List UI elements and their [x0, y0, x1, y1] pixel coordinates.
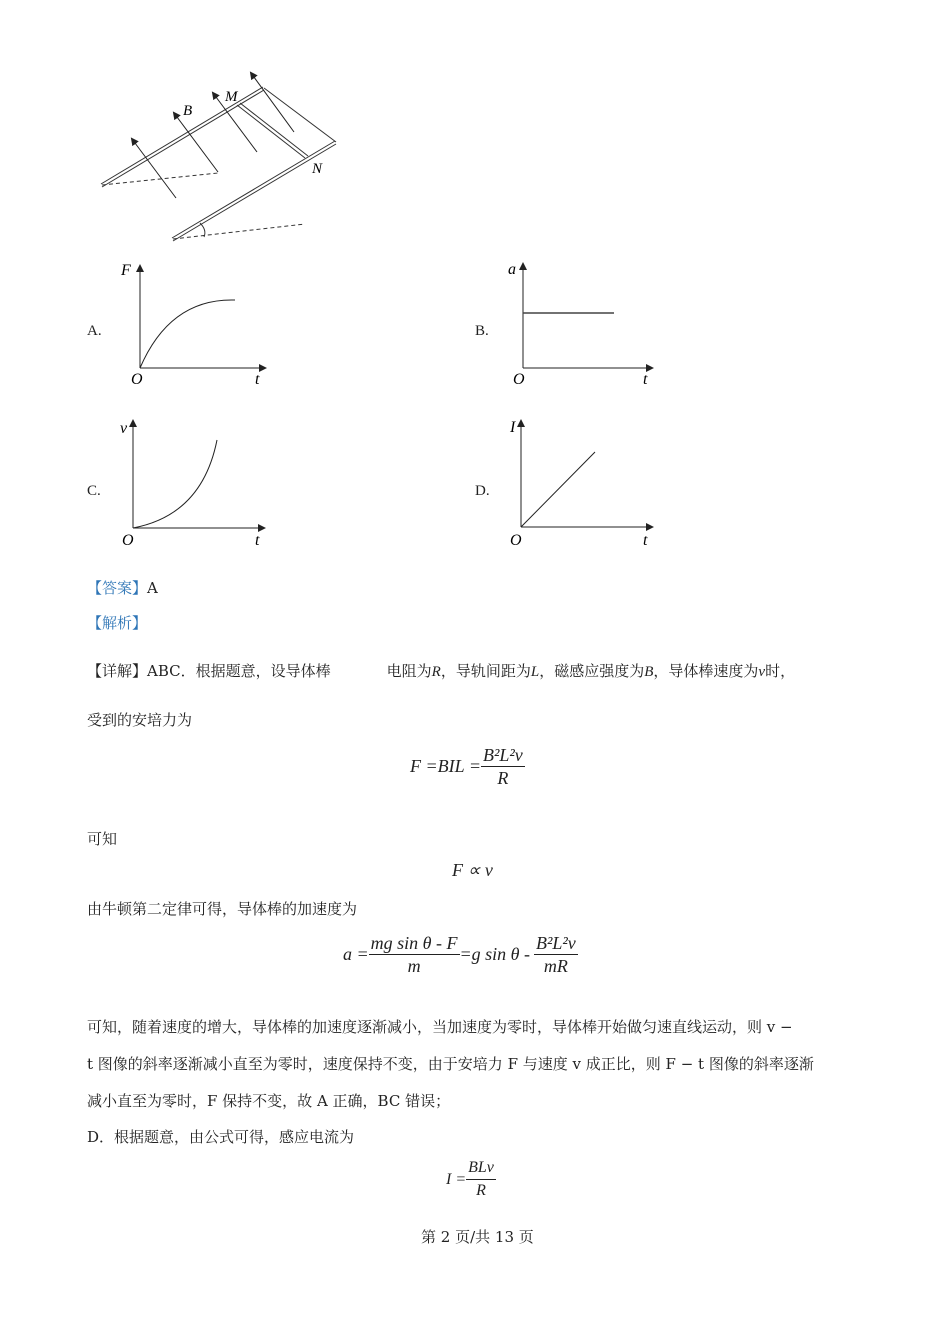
eq-denominator: R [497, 768, 509, 788]
answer-value: A [147, 579, 158, 597]
text: ，磁感应强度为 [539, 662, 645, 680]
eq-numerator: B²L²v [536, 933, 576, 953]
option-c-graph [112, 415, 272, 550]
option-d-label: D. [475, 483, 490, 499]
equation-acceleration [343, 932, 578, 977]
option-a-graph [115, 258, 275, 388]
eq-lhs: I = [446, 1170, 467, 1188]
detail-line-2: 受到的安培力为 [87, 711, 193, 729]
detail-line-5: D．根据题意，由公式可得，感应电流为 [87, 1128, 355, 1146]
var-r: R [431, 664, 441, 680]
eq-denominator: m [407, 956, 421, 976]
var-v: v [758, 664, 766, 680]
option-a-label: A. [87, 323, 102, 339]
eq-lhs: a = [343, 944, 369, 964]
x-axis-label: t [643, 532, 648, 549]
detail-line-1 [87, 661, 887, 682]
inclined-rails-figure [90, 60, 350, 250]
paragraph-line-2: t 图像的斜率逐渐减小直至为零时，速度保持不变，由于安培力 F 与速度 v 成正比，则 F − t 图像的斜率逐渐 [87, 1055, 814, 1073]
detail-line-3: 可知 [87, 830, 118, 848]
origin-label: O [510, 532, 522, 549]
detail-tag: 【详解】 [87, 662, 148, 680]
equation-ampere-force [410, 744, 525, 789]
origin-label: O [122, 532, 134, 549]
eq-lhs: F =BIL = [410, 756, 481, 776]
answer-line [87, 578, 158, 598]
var-l: L [530, 664, 540, 680]
paragraph-line-1: 可知，随着速度的增大，导体棒的加速度逐渐减小，当加速度为零时，导体棒开始做匀速直线运动，则 v − [87, 1018, 793, 1036]
field-label-b: B [183, 103, 193, 119]
eq-denominator: R [476, 1182, 486, 1199]
y-axis-label: a [508, 261, 516, 278]
eq-middle: =g sin θ - [459, 944, 530, 964]
paragraph-line-3: 减小直至为零时，F 保持不变，故 A 正确，BC 错误； [87, 1092, 451, 1110]
origin-label: O [513, 371, 525, 388]
equation-current [446, 1157, 496, 1202]
x-axis-label: t [643, 371, 648, 388]
y-axis-label: v [120, 420, 128, 437]
text: 时， [765, 662, 796, 680]
option-b-graph [500, 258, 660, 388]
y-axis-label: I [510, 419, 516, 436]
option-b-label: B. [475, 323, 489, 339]
eq-numerator: mg sin θ - F [370, 933, 458, 953]
text: ABC．根据题意，设导体棒 [147, 662, 331, 680]
text: 电阻为 [386, 662, 432, 680]
text: ，导轨间距为 [440, 662, 531, 680]
rod-label-n: N [312, 161, 323, 177]
x-axis-label: t [255, 532, 260, 549]
eq-numerator: BLv [466, 1157, 496, 1180]
page-number: 第 2 页/共 13 页 [421, 1228, 534, 1246]
equation-proportional: F ∝ v [452, 860, 493, 880]
y-axis-label: F [121, 262, 131, 279]
text: ，导体棒速度为 [653, 662, 759, 680]
option-c-label: C. [87, 483, 101, 499]
origin-label: O [131, 371, 143, 388]
eq-numerator: B²L²v [482, 745, 523, 765]
option-d-graph [500, 415, 660, 550]
detail-line-4: 由牛顿第二定律可得，导体棒的加速度为 [87, 900, 358, 918]
rod-label-m: M [225, 89, 238, 105]
analysis-tag: 【解析】 [87, 614, 148, 632]
answer-tag: 【答案】 [87, 579, 148, 597]
x-axis-label: t [255, 371, 260, 388]
eq-denominator: mR [543, 956, 568, 976]
var-b: B [644, 664, 654, 680]
